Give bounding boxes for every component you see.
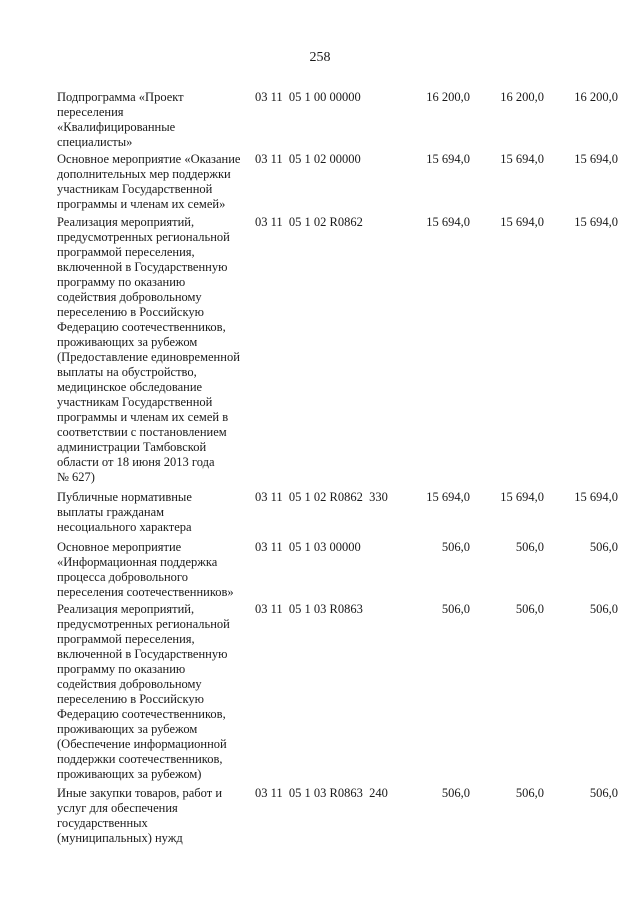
row-value-2: 506,0: [515, 786, 544, 800]
row-name: Основное мероприятие «Информационная поддержка процесса добровольного переселения соотечественников»: [57, 540, 234, 599]
row-value-3: 15 694,0: [574, 490, 618, 504]
row-value-3: 506,0: [589, 540, 618, 554]
row-value-3: 15 694,0: [574, 215, 618, 229]
row-name: Реализация мероприятий, предусмотренных региональной программой переселения, включенной в Государственную программу по оказанию содействия добровольному переселению в Российскую Федерацию соотечественников, проживающих за рубежом (Обеспечение информационной поддержки соотечественников, проживающих за рубежом): [57, 602, 230, 781]
row-name: Основное мероприятие «Оказание дополнительных мер поддержки участникам Государственной программы и членам их семей»: [57, 152, 241, 211]
row-value-3: 506,0: [589, 786, 618, 800]
row-codes: 03 11 05 1 03 R0863: [255, 602, 363, 616]
row-value-3: 16 200,0: [574, 90, 618, 104]
row-name: Реализация мероприятий, предусмотренных региональной программой переселения, включенной в Государственную программу по оказанию содействия добровольному переселению в Российскую Федерацию соотечественников, проживающих за рубежом (Предоставление единовременной выплаты на обустройство, медицинское обследование участникам Государственной программы и членам их семей в соответствии с постановлением администрации Тамбовской области от 18 июня 2013 года № 627): [57, 215, 240, 484]
row-codes: 03 11 05 1 02 R0862: [255, 215, 363, 229]
row-codes: 03 11 05 1 00 00000: [255, 90, 361, 104]
row-name: Подпрограмма «Проект переселения «Квалифицированные специалисты»: [57, 90, 184, 149]
page-number: 258: [309, 50, 331, 65]
row-value-2: 15 694,0: [500, 490, 544, 504]
row-value-3: 15 694,0: [574, 152, 618, 166]
row-value-2: 506,0: [515, 540, 544, 554]
row-value-1: 15 694,0: [426, 490, 470, 504]
row-value-1: 16 200,0: [426, 90, 470, 104]
row-value-1: 506,0: [441, 602, 470, 616]
row-codes: 03 11 05 1 02 R0862 330: [255, 490, 388, 504]
row-value-2: 506,0: [515, 602, 544, 616]
row-value-1: 506,0: [441, 786, 470, 800]
row-value-1: 15 694,0: [426, 215, 470, 229]
row-value-1: 15 694,0: [426, 152, 470, 166]
row-value-2: 16 200,0: [500, 90, 544, 104]
row-value-3: 506,0: [589, 602, 618, 616]
row-name: Иные закупки товаров, работ и услуг для обеспечения государственных (муниципальных) нужд: [57, 786, 223, 845]
row-codes: 03 11 05 1 03 R0863 240: [255, 786, 388, 800]
row-value-1: 506,0: [441, 540, 470, 554]
row-codes: 03 11 05 1 03 00000: [255, 540, 361, 554]
row-value-2: 15 694,0: [500, 215, 544, 229]
row-value-2: 15 694,0: [500, 152, 544, 166]
row-codes: 03 11 05 1 02 00000: [255, 152, 361, 166]
row-name: Публичные нормативные выплаты гражданам несоциального характера: [57, 490, 192, 534]
